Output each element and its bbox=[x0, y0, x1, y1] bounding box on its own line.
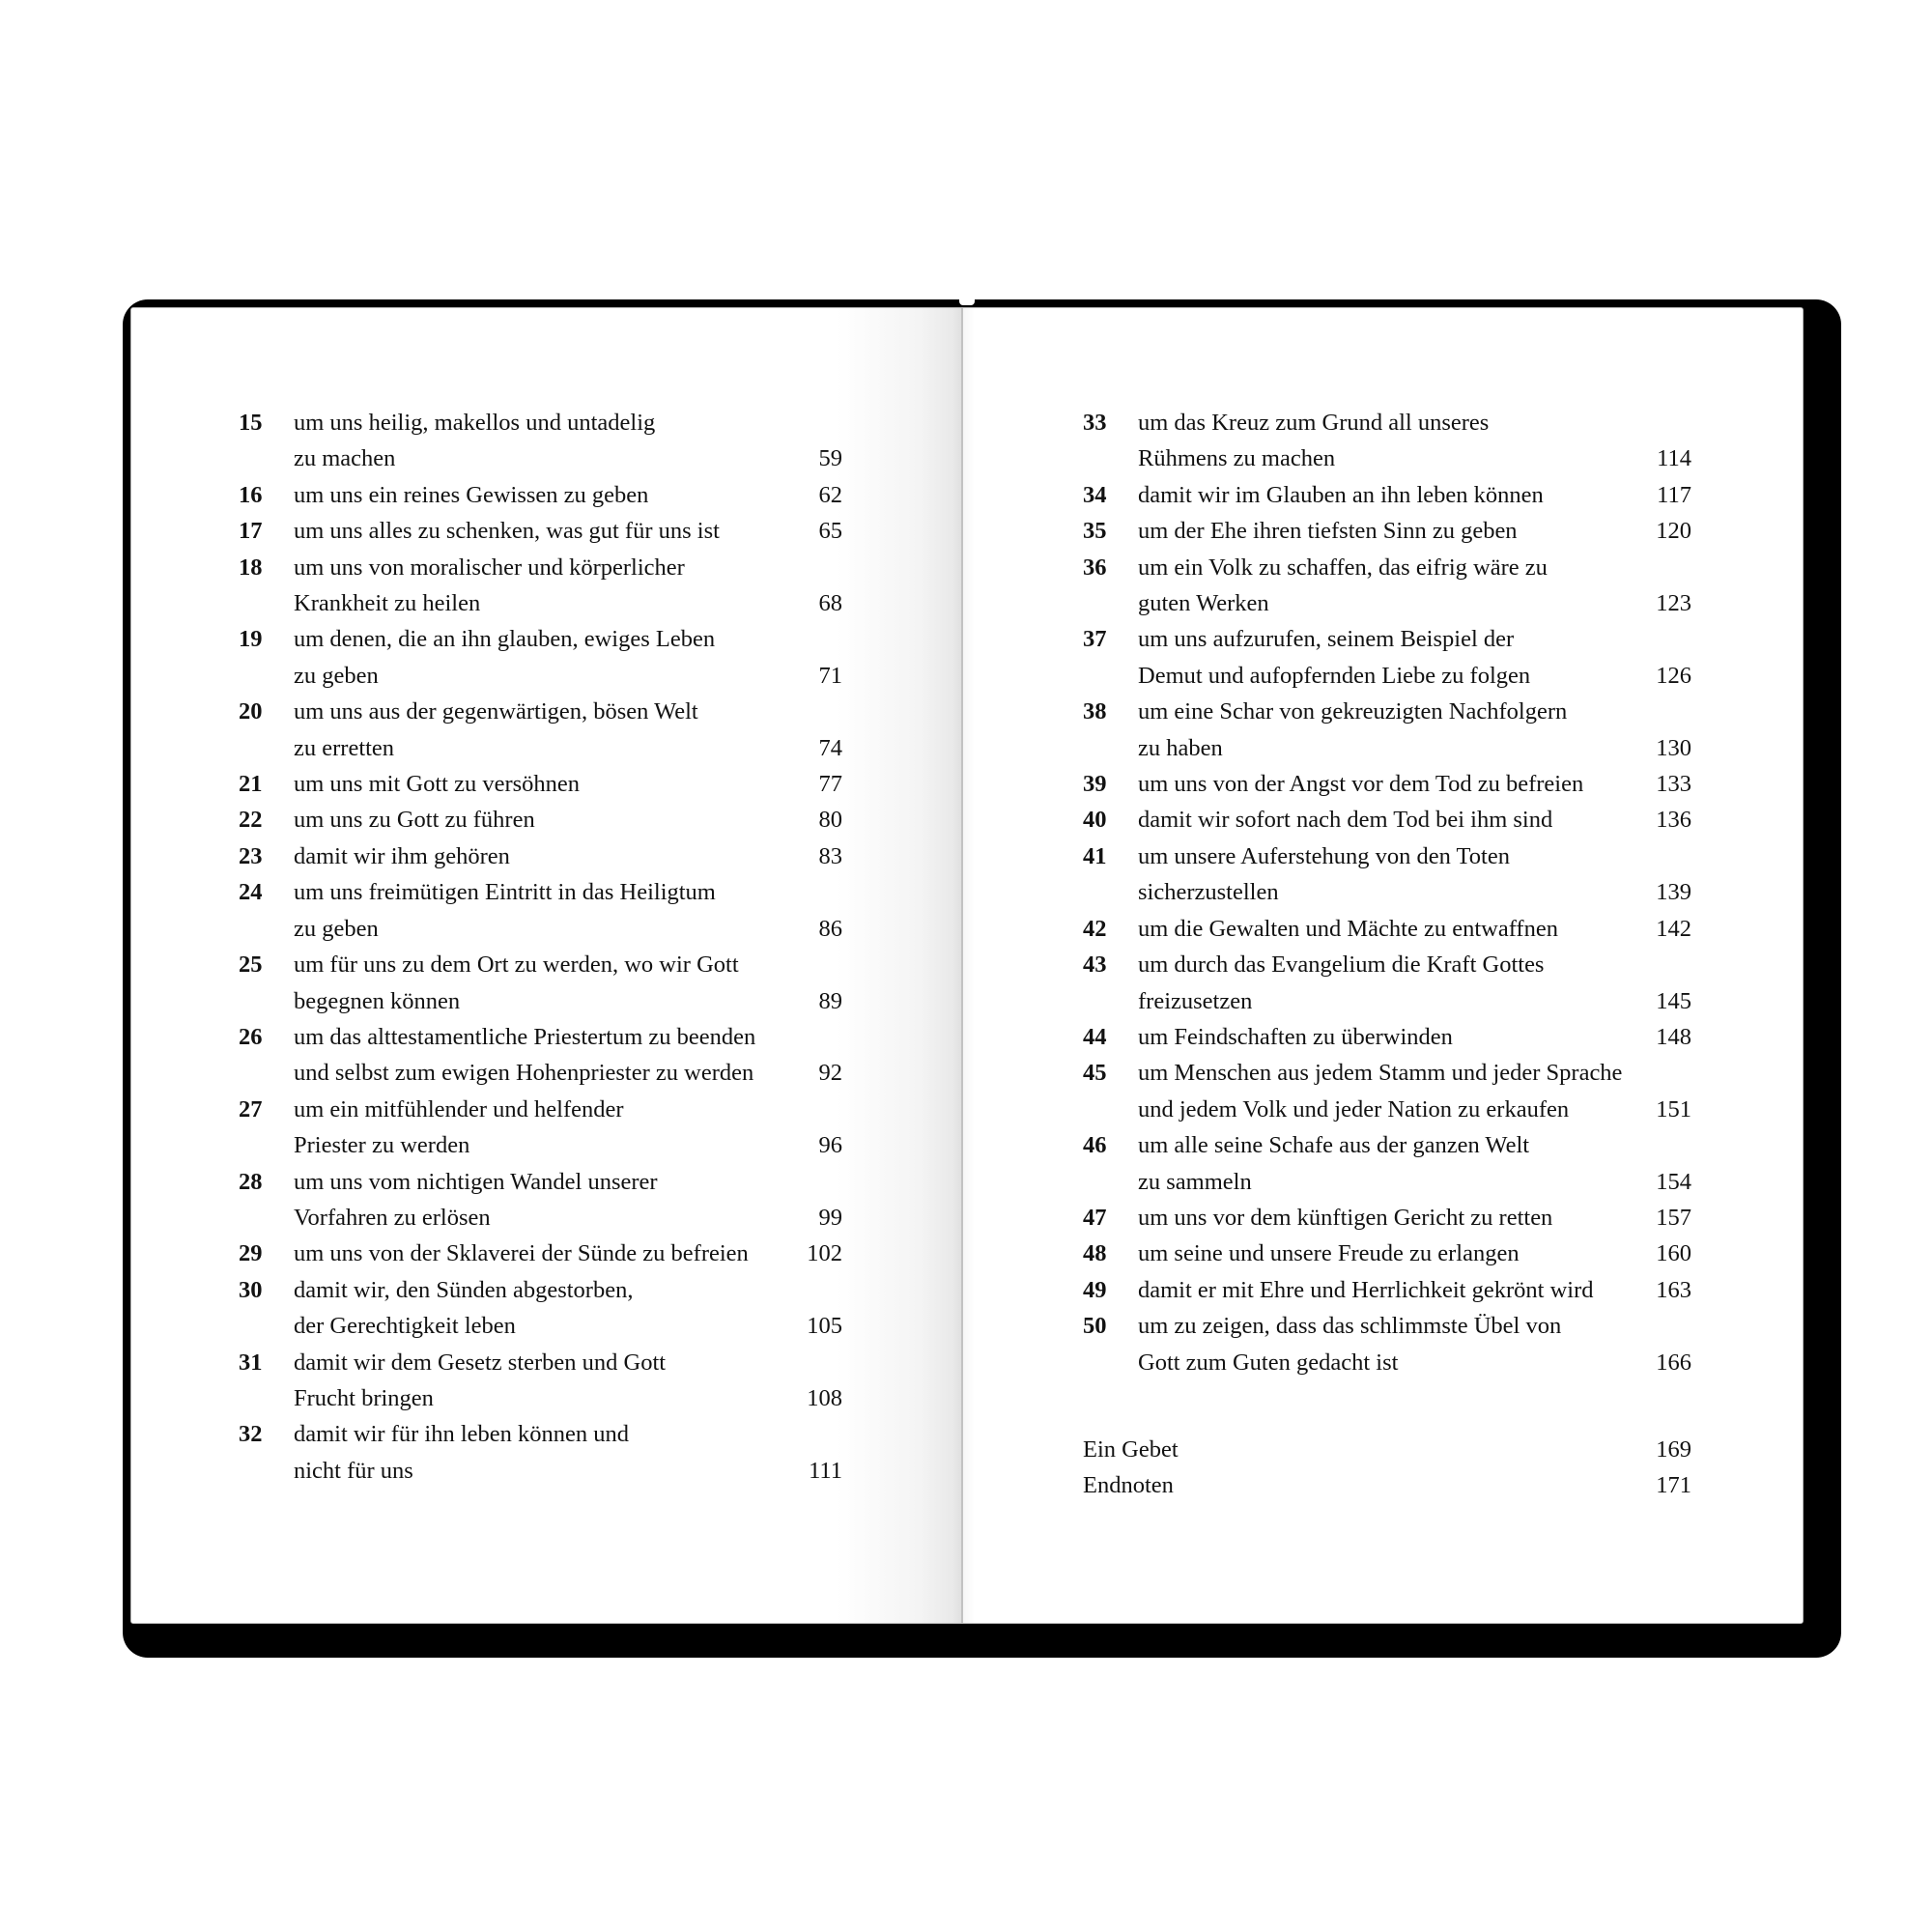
page-right bbox=[963, 308, 1803, 1623]
toc-entry bbox=[1083, 1308, 1691, 1380]
entry-number: 16 bbox=[239, 481, 263, 508]
toc-entry bbox=[1083, 911, 1691, 947]
entry-line bbox=[294, 838, 842, 874]
entry-line-text: sicherzustellen bbox=[1138, 879, 1279, 906]
entry-number: 15 bbox=[239, 410, 263, 436]
entry-body bbox=[294, 1092, 842, 1164]
entry-line bbox=[294, 1416, 842, 1452]
entry-line-text: um uns aufzurufen, seinem Beispiel der bbox=[1138, 626, 1515, 653]
entry-line-text: damit wir sofort nach dem Tod bei ihm sind bbox=[1138, 807, 1553, 834]
entry-line-text: der Gerechtigkeit leben bbox=[294, 1313, 516, 1340]
entry-number: 19 bbox=[239, 626, 263, 653]
entry-line bbox=[1138, 1345, 1691, 1380]
toc-entry bbox=[1083, 1019, 1691, 1055]
entry-body bbox=[1138, 477, 1691, 513]
toc-left-column bbox=[239, 405, 842, 1489]
entry-body bbox=[1138, 838, 1691, 911]
book-spread bbox=[130, 307, 1804, 1624]
entry-line-text: um Feindschaften zu überwinden bbox=[1138, 1023, 1453, 1050]
entry-body bbox=[294, 477, 842, 513]
entry-page-number: 105 bbox=[807, 1313, 842, 1340]
entry-line bbox=[1138, 911, 1691, 947]
entry-page-number: 163 bbox=[1656, 1276, 1691, 1303]
entry-line-text: um uns heilig, makellos und untadelig bbox=[294, 410, 656, 436]
entry-line-text: zu machen bbox=[294, 445, 396, 472]
entry-page-number: 123 bbox=[1656, 590, 1691, 617]
entry-number: 21 bbox=[239, 771, 263, 798]
toc-entry bbox=[239, 1236, 842, 1271]
entry-number: 17 bbox=[239, 518, 263, 545]
entry-line-text: um zu zeigen, dass das schlimmste Übel von bbox=[1138, 1313, 1562, 1340]
entry-number: 20 bbox=[239, 698, 263, 725]
entry-body bbox=[1138, 405, 1691, 477]
entry-page-number: 114 bbox=[1657, 445, 1691, 472]
entry-line bbox=[1138, 1164, 1691, 1200]
entry-line bbox=[1138, 983, 1691, 1019]
entry-page-number: 92 bbox=[818, 1060, 842, 1087]
entry-body bbox=[294, 1345, 842, 1417]
entry-line bbox=[294, 1308, 842, 1344]
entry-line bbox=[1138, 802, 1691, 838]
entry-line bbox=[294, 947, 842, 982]
entry-page-number: 102 bbox=[807, 1240, 842, 1267]
entry-number: 24 bbox=[239, 879, 263, 906]
entry-line-text: um das Kreuz zum Grund all unseres bbox=[1138, 410, 1490, 436]
entry-page-number: 83 bbox=[818, 842, 842, 869]
entry-line bbox=[294, 730, 842, 766]
toc-entry bbox=[1083, 802, 1691, 838]
entry-line-text: zu geben bbox=[294, 662, 379, 689]
entry-body bbox=[1138, 1308, 1691, 1380]
entry-line bbox=[294, 550, 842, 585]
entry-body bbox=[294, 838, 842, 874]
entry-page-number: 86 bbox=[818, 915, 842, 942]
toc-entry bbox=[1083, 694, 1691, 766]
entry-line-text: um ein mitfühlender und helfender bbox=[294, 1095, 624, 1122]
entry-line-text: um eine Schar von gekreuzigten Nachfolgern bbox=[1138, 698, 1568, 725]
entry-line-text: um uns vom nichtigen Wandel unserer bbox=[294, 1168, 658, 1195]
entry-line bbox=[294, 983, 842, 1019]
entry-number: 44 bbox=[1083, 1023, 1107, 1050]
entry-line-text: freizusetzen bbox=[1138, 987, 1253, 1014]
entry-line bbox=[1138, 550, 1691, 585]
entry-body bbox=[294, 1164, 842, 1236]
toc-entry bbox=[1083, 766, 1691, 802]
toc-entry bbox=[239, 1019, 842, 1092]
entry-line-text: damit er mit Ehre und Herrlichkeit gekrönt wird bbox=[1138, 1276, 1594, 1303]
entry-number: 29 bbox=[239, 1240, 263, 1267]
entry-line-text: um für uns zu dem Ort zu werden, wo wir Gott bbox=[294, 952, 739, 979]
entry-line-text: um der Ehe ihren tiefsten Sinn zu geben bbox=[1138, 518, 1518, 545]
entry-number: 41 bbox=[1083, 842, 1107, 869]
entry-line-text: zu erretten bbox=[294, 734, 395, 761]
entry-page-number: 74 bbox=[818, 734, 842, 761]
entry-line-text: Rühmens zu machen bbox=[1138, 445, 1336, 472]
entry-page-number: 130 bbox=[1656, 734, 1691, 761]
entry-line bbox=[294, 1127, 842, 1163]
entry-line-text: um uns mit Gott zu versöhnen bbox=[294, 771, 581, 798]
entry-body bbox=[294, 766, 842, 802]
entry-line bbox=[1138, 694, 1691, 729]
entry-line-text: damit wir für ihn leben können und bbox=[294, 1421, 630, 1448]
entry-number: 22 bbox=[239, 807, 263, 834]
page-left bbox=[131, 308, 963, 1623]
entry-number: 26 bbox=[239, 1023, 263, 1050]
toc-entry bbox=[239, 802, 842, 838]
entry-line-text: zu sammeln bbox=[1138, 1168, 1252, 1195]
toc-entry bbox=[239, 874, 842, 947]
toc-entry bbox=[1083, 477, 1691, 513]
entry-line bbox=[294, 658, 842, 694]
entry-line-text: um die Gewalten und Mächte zu entwaffnen bbox=[1138, 915, 1558, 942]
entry-line bbox=[294, 1200, 842, 1236]
entry-number: 35 bbox=[1083, 518, 1107, 545]
entry-line bbox=[294, 1055, 842, 1091]
entry-body bbox=[1138, 1236, 1691, 1271]
toc-entry bbox=[239, 1092, 842, 1164]
entry-line bbox=[1138, 1308, 1691, 1344]
entry-line-text: damit wir ihm gehören bbox=[294, 842, 510, 869]
entry-line-text: um ein Volk zu schaffen, das eifrig wäre zu bbox=[1138, 554, 1548, 581]
entry-page-number: 99 bbox=[818, 1204, 842, 1231]
entry-number: 25 bbox=[239, 952, 263, 979]
entry-page-number: 111 bbox=[809, 1457, 842, 1484]
book-cover bbox=[123, 299, 1841, 1658]
entry-line bbox=[294, 911, 842, 947]
entry-number: 46 bbox=[1083, 1132, 1107, 1159]
entry-line-text: um durch das Evangelium die Kraft Gottes bbox=[1138, 952, 1545, 979]
entry-number: 23 bbox=[239, 842, 263, 869]
entry-line bbox=[294, 1019, 842, 1055]
entry-line bbox=[1138, 874, 1691, 910]
toc-extras bbox=[1083, 1432, 1691, 1504]
entry-line bbox=[1138, 766, 1691, 802]
toc-entry bbox=[239, 947, 842, 1019]
entry-line bbox=[294, 874, 842, 910]
entry-page-number: 154 bbox=[1656, 1168, 1691, 1195]
entry-page-number: 148 bbox=[1656, 1023, 1691, 1050]
toc-entry bbox=[1083, 1055, 1691, 1127]
entry-line bbox=[294, 694, 842, 729]
entry-body bbox=[1138, 513, 1691, 549]
entry-line bbox=[1138, 1127, 1691, 1163]
entry-number: 30 bbox=[239, 1276, 263, 1303]
entry-line bbox=[294, 766, 842, 802]
entry-body bbox=[1138, 621, 1691, 694]
entry-body bbox=[1138, 802, 1691, 838]
entry-line bbox=[1138, 1092, 1691, 1127]
toc-entry bbox=[1083, 1127, 1691, 1200]
entry-number: 38 bbox=[1083, 698, 1107, 725]
toc-entry bbox=[1083, 838, 1691, 911]
entry-line-text: zu haben bbox=[1138, 734, 1223, 761]
toc-entry bbox=[239, 1272, 842, 1345]
entry-line-text: um uns aus der gegenwärtigen, bösen Welt bbox=[294, 698, 698, 725]
entry-body bbox=[294, 1272, 842, 1345]
entry-page-number: 108 bbox=[807, 1384, 842, 1411]
entry-number: 33 bbox=[1083, 410, 1107, 436]
entry-body bbox=[1138, 1019, 1691, 1055]
toc-entry bbox=[239, 621, 842, 694]
entry-line bbox=[1138, 1200, 1691, 1236]
entry-line-text: um uns zu Gott zu führen bbox=[294, 807, 535, 834]
entry-body bbox=[1138, 1200, 1691, 1236]
entry-page-number: 166 bbox=[1656, 1349, 1691, 1376]
entry-line-text: nicht für uns bbox=[294, 1457, 413, 1484]
entry-line bbox=[1138, 440, 1691, 476]
entry-body bbox=[1138, 694, 1691, 766]
entry-line bbox=[1138, 1019, 1691, 1055]
toc-entry bbox=[1083, 1236, 1691, 1271]
entry-page-number: 136 bbox=[1656, 807, 1691, 834]
entry-page-number: 145 bbox=[1656, 987, 1691, 1014]
entry-page-number: 160 bbox=[1656, 1240, 1691, 1267]
entry-number: 37 bbox=[1083, 626, 1107, 653]
entry-body bbox=[1138, 1127, 1691, 1200]
entry-line bbox=[294, 802, 842, 838]
entry-line-text: und selbst zum ewigen Hohenpriester zu werden bbox=[294, 1060, 754, 1087]
toc-entry bbox=[239, 1416, 842, 1489]
entry-line bbox=[294, 477, 842, 513]
entry-line-text: Vorfahren zu erlösen bbox=[294, 1204, 491, 1231]
entry-number: 31 bbox=[239, 1349, 263, 1376]
toc-entry bbox=[239, 550, 842, 622]
toc-entry bbox=[239, 694, 842, 766]
entry-number: 32 bbox=[239, 1421, 263, 1448]
toc-entry bbox=[1083, 513, 1691, 549]
entry-line-text: um seine und unsere Freude zu erlangen bbox=[1138, 1240, 1520, 1267]
entry-number: 27 bbox=[239, 1095, 263, 1122]
toc-entry bbox=[239, 513, 842, 549]
entry-number: 48 bbox=[1083, 1240, 1107, 1267]
entry-line-text: um uns von der Sklaverei der Sünde zu befreien bbox=[294, 1240, 749, 1267]
toc-entry bbox=[1083, 621, 1691, 694]
entry-body bbox=[294, 694, 842, 766]
entry-page-number: 117 bbox=[1657, 481, 1691, 508]
entry-page-number: 77 bbox=[818, 771, 842, 798]
entry-line-text: um Menschen aus jedem Stamm und jeder Sprache bbox=[1138, 1060, 1623, 1087]
entry-line-text: um uns alles zu schenken, was gut für uns ist bbox=[294, 518, 720, 545]
entry-line-text: um denen, die an ihn glauben, ewiges Leben bbox=[294, 626, 716, 653]
entry-body bbox=[294, 802, 842, 838]
entry-page-number: 96 bbox=[818, 1132, 842, 1159]
entry-page-number: 120 bbox=[1656, 518, 1691, 545]
entry-body bbox=[294, 405, 842, 477]
entry-number: 42 bbox=[1083, 915, 1107, 942]
entry-number: 45 bbox=[1083, 1060, 1107, 1087]
entry-line bbox=[1138, 513, 1691, 549]
entry-line bbox=[1138, 585, 1691, 621]
entry-page-number: 71 bbox=[818, 662, 842, 689]
entry-page-number: 68 bbox=[818, 590, 842, 617]
toc-entry bbox=[1083, 1272, 1691, 1308]
entry-line bbox=[1138, 658, 1691, 694]
entry-body bbox=[294, 874, 842, 947]
entry-line-text: Krankheit zu heilen bbox=[294, 590, 481, 617]
entry-number: 43 bbox=[1083, 952, 1107, 979]
entry-body bbox=[294, 513, 842, 549]
entry-page-number: 65 bbox=[818, 518, 842, 545]
entry-number: 36 bbox=[1083, 554, 1107, 581]
toc-entry bbox=[239, 1164, 842, 1236]
entry-line-text: um alle seine Schafe aus der ganzen Welt bbox=[1138, 1132, 1530, 1159]
entry-line-text: Priester zu werden bbox=[294, 1132, 470, 1159]
toc-right-column bbox=[1083, 405, 1691, 1380]
entry-line bbox=[1138, 405, 1691, 440]
extras-item bbox=[1083, 1467, 1691, 1503]
entry-page-number: 142 bbox=[1656, 915, 1691, 942]
entry-body bbox=[1138, 911, 1691, 947]
entry-page-number: 171 bbox=[1656, 1472, 1691, 1499]
entry-line-text: und jedem Volk und jeder Nation zu erkaufen bbox=[1138, 1095, 1570, 1122]
entry-line-text: damit wir, den Sünden abgestorben, bbox=[294, 1276, 634, 1303]
entry-number: 40 bbox=[1083, 807, 1107, 834]
entry-page-number: 59 bbox=[818, 445, 842, 472]
entry-line-text: um uns von der Angst vor dem Tod zu befreien bbox=[1138, 771, 1584, 798]
entry-page-number: 169 bbox=[1656, 1435, 1691, 1463]
entry-line bbox=[294, 440, 842, 476]
toc-entry bbox=[239, 405, 842, 477]
entry-number: 34 bbox=[1083, 481, 1107, 508]
extras-item-label: Endnoten bbox=[1083, 1472, 1174, 1499]
entry-line bbox=[1138, 1055, 1691, 1091]
entry-line-text: Gott zum Guten gedacht ist bbox=[1138, 1349, 1399, 1376]
entry-line-text: guten Werken bbox=[1138, 590, 1269, 617]
entry-line bbox=[294, 1453, 842, 1489]
entry-body bbox=[1138, 1055, 1691, 1127]
entry-number: 18 bbox=[239, 554, 263, 581]
entry-number: 50 bbox=[1083, 1313, 1107, 1340]
entry-line bbox=[294, 585, 842, 621]
entry-page-number: 139 bbox=[1656, 879, 1691, 906]
entry-page-number: 157 bbox=[1656, 1204, 1691, 1231]
toc-entry bbox=[239, 1345, 842, 1417]
entry-line bbox=[1138, 1272, 1691, 1308]
entry-line-text: Demut und aufopfernden Liebe zu folgen bbox=[1138, 662, 1531, 689]
entry-body bbox=[1138, 550, 1691, 622]
entry-page-number: 126 bbox=[1656, 662, 1691, 689]
entry-line bbox=[294, 1272, 842, 1308]
entry-body bbox=[294, 621, 842, 694]
entry-line-text: damit wir dem Gesetz sterben und Gott bbox=[294, 1349, 667, 1376]
extras-item-label: Ein Gebet bbox=[1083, 1435, 1179, 1463]
entry-line bbox=[294, 405, 842, 440]
toc-entry bbox=[1083, 1200, 1691, 1236]
toc-entry bbox=[239, 477, 842, 513]
entry-body bbox=[294, 1019, 842, 1092]
entry-body bbox=[1138, 766, 1691, 802]
spine-notch bbox=[959, 299, 975, 305]
entry-line bbox=[1138, 477, 1691, 513]
entry-line bbox=[294, 621, 842, 657]
toc-entry bbox=[239, 838, 842, 874]
entry-body bbox=[294, 947, 842, 1019]
entry-line bbox=[1138, 947, 1691, 982]
extras-item bbox=[1083, 1432, 1691, 1467]
entry-line-text: um uns freimütigen Eintritt in das Heiligtum bbox=[294, 879, 716, 906]
entry-page-number: 62 bbox=[818, 481, 842, 508]
entry-page-number: 80 bbox=[818, 807, 842, 834]
entry-line-text: Frucht bringen bbox=[294, 1384, 434, 1411]
entry-page-number: 133 bbox=[1656, 771, 1691, 798]
entry-line bbox=[294, 1380, 842, 1416]
toc-entry bbox=[1083, 550, 1691, 622]
toc-entry bbox=[239, 766, 842, 802]
entry-body bbox=[1138, 1272, 1691, 1308]
entry-body bbox=[1138, 947, 1691, 1019]
entry-line bbox=[294, 1092, 842, 1127]
entry-line bbox=[294, 1164, 842, 1200]
entry-line-text: begegnen können bbox=[294, 987, 461, 1014]
entry-line-text: um uns vor dem künftigen Gericht zu retten bbox=[1138, 1204, 1553, 1231]
toc-entry bbox=[1083, 405, 1691, 477]
entry-line-text: um das alttestamentliche Priestertum zu beenden bbox=[294, 1023, 756, 1050]
entry-line bbox=[1138, 621, 1691, 657]
entry-line-text: um uns ein reines Gewissen zu geben bbox=[294, 481, 649, 508]
entry-line bbox=[294, 1345, 842, 1380]
entry-line bbox=[294, 513, 842, 549]
entry-line-text: damit wir im Glauben an ihn leben können bbox=[1138, 481, 1544, 508]
entry-body bbox=[294, 550, 842, 622]
entry-number: 47 bbox=[1083, 1204, 1107, 1231]
entry-body bbox=[294, 1236, 842, 1271]
entry-number: 39 bbox=[1083, 771, 1107, 798]
entry-line bbox=[1138, 838, 1691, 874]
entry-line-text: um unsere Auferstehung von den Toten bbox=[1138, 842, 1510, 869]
entry-line-text: um uns von moralischer und körperlicher bbox=[294, 554, 685, 581]
entry-line bbox=[294, 1236, 842, 1271]
entry-line bbox=[1138, 1236, 1691, 1271]
entry-page-number: 89 bbox=[818, 987, 842, 1014]
toc-entry bbox=[1083, 947, 1691, 1019]
entry-line bbox=[1138, 730, 1691, 766]
entry-number: 49 bbox=[1083, 1276, 1107, 1303]
entry-line-text: zu geben bbox=[294, 915, 379, 942]
entry-page-number: 151 bbox=[1656, 1095, 1691, 1122]
entry-number: 28 bbox=[239, 1168, 263, 1195]
entry-body bbox=[294, 1416, 842, 1489]
